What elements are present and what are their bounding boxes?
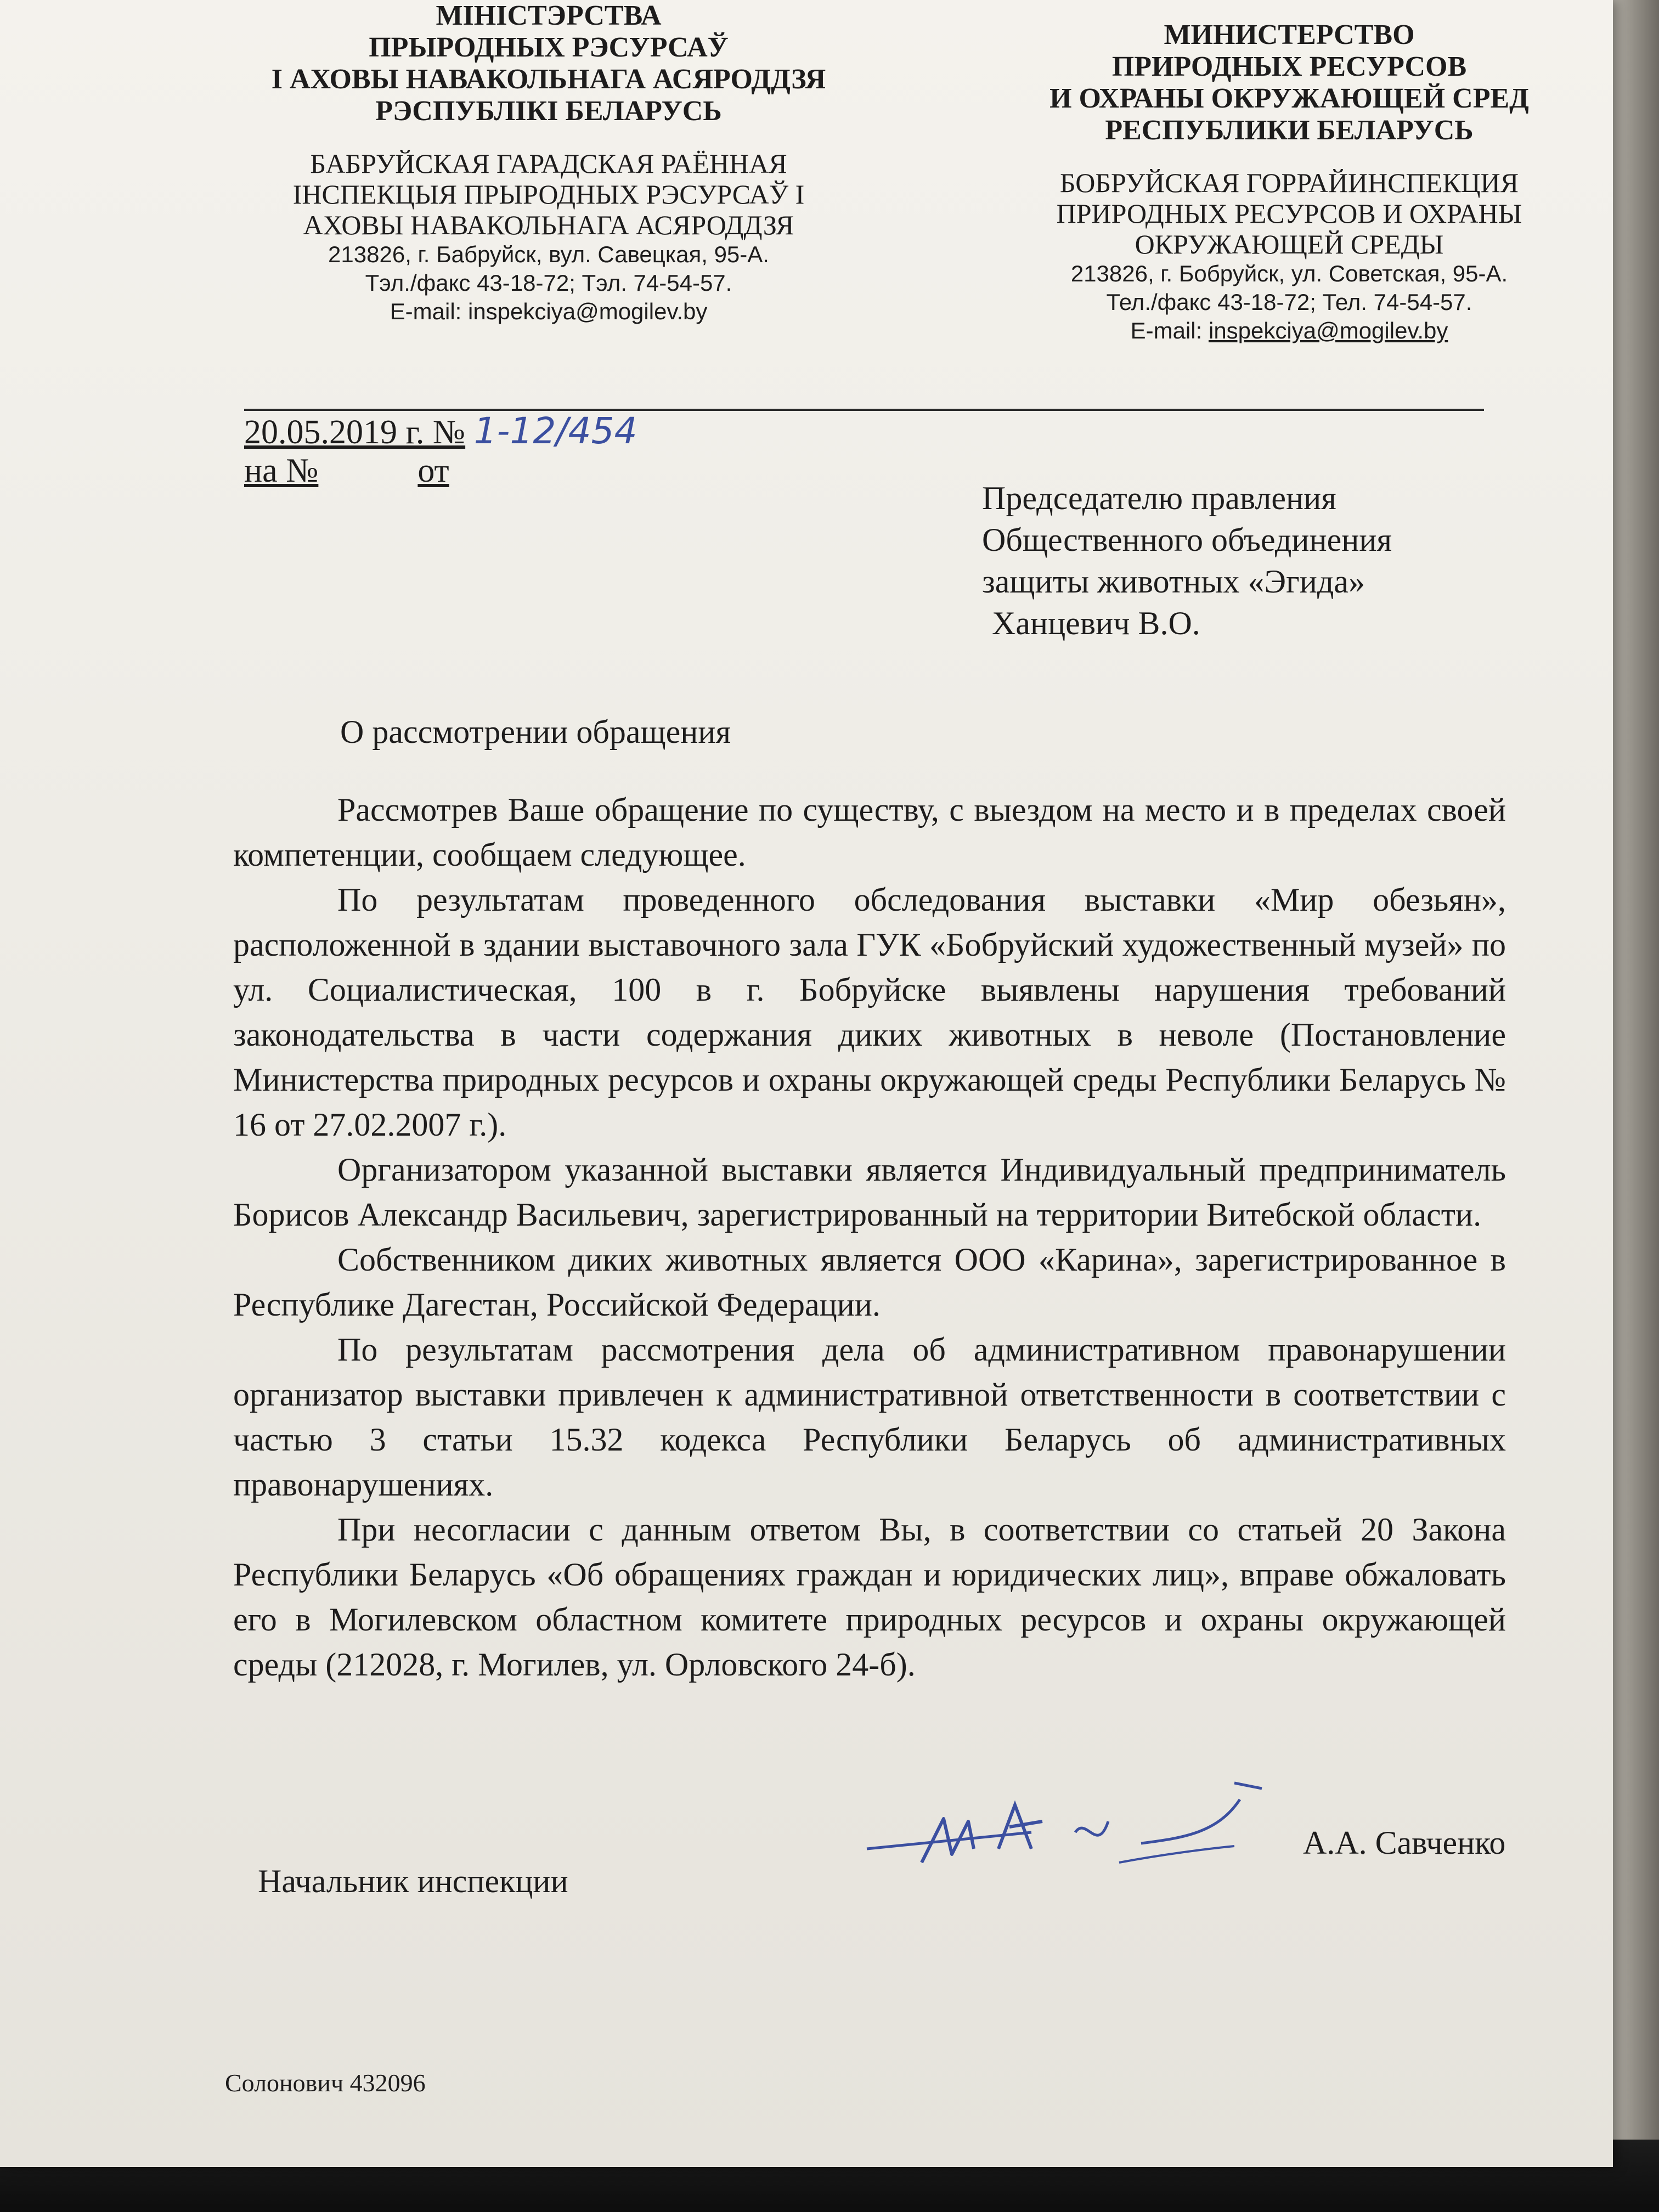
- header-divider: [244, 409, 1484, 411]
- header-right-email: E-mail: inspekciya@mogilev.by: [1130, 318, 1448, 343]
- reference-date-label: от: [417, 452, 449, 489]
- header-right-address: 213826, г. Бобруйск, ул. Советская, 95-А.: [1070, 261, 1508, 286]
- header-left: [208, 0, 889, 326]
- handwritten-signature: [856, 1767, 1295, 1893]
- registration-date: 20.05.2019 г. №: [244, 414, 466, 451]
- signatory-position: Начальник инспекции: [258, 1863, 568, 1899]
- header-right-ministry: МИНИСТЕРСТВО ПРИРОДНЫХ РЕСУРСОВ И ОХРАНЫ ОКРУЖАЮЩЕЙ СРЕД РЕСПУБЛИКИ БЕЛАРУСЬ: [1049, 19, 1529, 146]
- header-right-phone: Тел./факс 43-18-72; Тел. 74-54-57.: [1106, 289, 1472, 315]
- signatory-name: А.А. Савченко: [1303, 1825, 1506, 1861]
- addressee-block: Председателю правления Общественного объединения защиты животных «Эгида» Ханцевич В.О.: [982, 480, 1392, 641]
- header-left-phone: Тэл./факс 43-18-72; Тэл. 74-54-57.: [365, 270, 732, 296]
- registration-line: [244, 411, 637, 452]
- subject-line: О рассмотрении обращения: [340, 714, 731, 750]
- reference-line: [244, 451, 449, 490]
- executor-footer: Солонович 432096: [225, 2069, 426, 2097]
- header-left-email: E-mail: inspekciya@mogilev.by: [390, 298, 708, 324]
- header-left-contacts: [208, 240, 889, 326]
- header-left-ministry: МІНІСТЭРСТВА ПРЫРОДНЫХ РЭСУРСАЎ І АХОВЫ НАВАКОЛЬНАГА АСЯРОДДЗЯ РЭСПУБЛІКІ БЕЛАРУСЬ: [271, 0, 826, 127]
- letter-body: [233, 787, 1506, 1687]
- body-paragraph: Организатором указанной выставки является Индивидуальный предприниматель Борисов Александр Васильевич, зарегистрированный на территории Витебской области.: [233, 1152, 1506, 1233]
- header-right: [1031, 19, 1547, 345]
- body-paragraph: По результатам проведенного обследования выставки «Мир обезьян», расположенной в здании выставочного зала ГУК «Бобруйский художественный музей» по ул. Социалистическая, 100 в г. Бобруйске выявлены нарушения требований законодательства в части содержания диких животных в неволе (Постановление Министерства природных ресурсов и охраны окружающей среды Республики Беларусь № 16 от 27.02.2007 г.).: [233, 882, 1506, 1143]
- registration-number: 1-12/454: [473, 410, 637, 452]
- header-right-contacts: [1031, 259, 1547, 345]
- body-paragraph: Собственником диких животных является ООО «Карина», зарегистрированное в Республике Дагестан, Российской Федерации.: [233, 1242, 1506, 1323]
- header-right-inspection: БОБРУЙСКАЯ ГОРРАЙИНСПЕКЦИЯ ПРИРОДНЫХ РЕСУРСОВ И ОХРАНЫ ОКРУЖАЮЩЕЙ СРЕДЫ: [1056, 167, 1522, 259]
- body-paragraph: По результатам рассмотрения дела об административном правонарушении организатор выставки привлечен к административной ответственности в соответствии с частью 3 статьи 15.32 кодекса Республики Беларусь об административных правонарушениях.: [233, 1331, 1506, 1503]
- page-edge-shadow: [1610, 0, 1659, 2140]
- body-paragraph: При несогласии с данным ответом Вы, в соответствии со статьей 20 Закона Республики Беларусь «Об обращениях граждан и юридических лиц», вправе обжаловать его в Могилевском областном комитете природных ресурсов и охраны окружающей среды (212028, г. Могилев, ул. Орловского 24-б).: [233, 1511, 1506, 1683]
- reference-number-label: на №: [244, 452, 319, 489]
- header-left-inspection: БАБРУЙСКАЯ ГАРАДСКАЯ РАЁННАЯ ІНСПЕКЦЫЯ ПРЫРОДНЫХ РЭСУРСАЎ І АХОВЫ НАВАКОЛЬНАГА АСЯРОДДЗЯ: [292, 148, 805, 240]
- header-left-address: 213826, г. Бабруйск, вул. Савецкая, 95-А.: [328, 241, 769, 267]
- body-paragraph: Рассмотрев Ваше обращение по существу, с выездом на место и в пределах своей компетенции, сообщаем следующее.: [233, 792, 1506, 873]
